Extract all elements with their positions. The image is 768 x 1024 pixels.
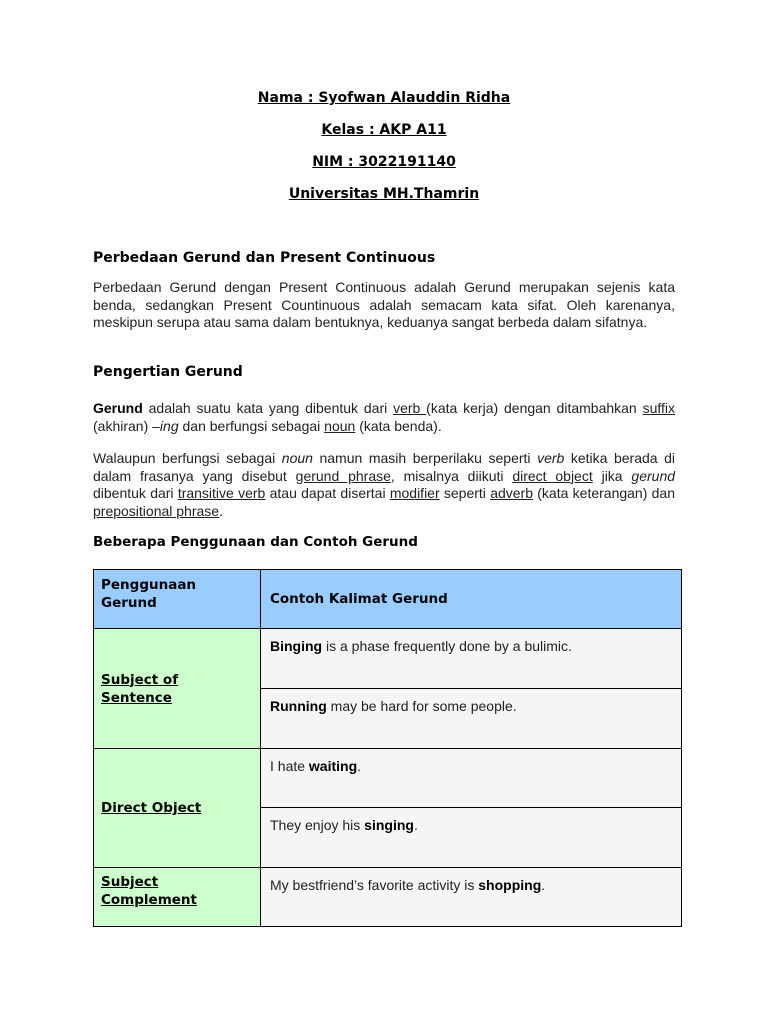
student-nim: NIM : 3022191140 [312,154,456,170]
example-cell: I hate waiting. [261,749,682,808]
link-transitive-verb[interactable]: transitive verb [177,485,266,501]
use-cell [94,868,261,927]
link-direct-object[interactable]: direct object [512,467,593,484]
student-name: Nama : Syofwan Alauddin Ridha [257,90,511,106]
section-title-penggunaan: Beberapa Penggunaan dan Contoh Gerund [93,534,418,550]
example-cell: They enjoy his singing. [261,808,682,868]
paragraph-gerund-behavior: Walaupun berfungsi sebagai noun namun masih berperilaku seperti verb ketika berada di dalam frasanya yang disebut gerund phrase, misalnya diikuti direct object jika gerund dibentuk dari transitive verb atau dapat disertai modifier seperti adverb (kata keterangan) dan prepositional phrase. [93,450,676,519]
link-adverb[interactable]: adverb [490,485,533,501]
gerund-usage-table [93,569,682,927]
university-name: Universitas MH.Thamrin [288,186,480,202]
table-row [94,629,682,689]
use-cell [94,749,261,868]
use-label: Subject Complement [101,874,197,908]
link-suffix[interactable]: suffix [642,400,675,416]
link-gerund-phrase[interactable]: gerund phrase [295,467,391,484]
example-cell: Running may be hard for some people. [261,689,682,749]
table-header-row [94,570,682,629]
use-cell [94,629,261,749]
example-cell: Binging is a phase frequently done by a bulimic. [261,629,682,689]
paragraph-gerund-definition: Gerund adalah suatu kata yang dibentuk dari verb (kata kerja) dengan ditambahkan suffix (akhiran) –ing dan berfungsi sebagai noun (kata benda). [93,400,675,434]
link-verb[interactable]: verb [393,400,427,416]
table-row [94,749,682,808]
section-body-perbedaan: Perbedaan Gerund dengan Present Continuous adalah Gerund merupakan sejenis kata benda, sedangkan Present Countinuous adalah semacam kata sifat. Oleh karenanya, meskipun serupa atau sama dalam bentuknya, keduanya sangat berbeda dalam sifatnya. [93,279,675,330]
header-penggunaan: Penggunaan Gerund [94,570,261,629]
term-gerund: Gerund [93,400,143,416]
example-cell: My bestfriend’s favorite activity is shopping. [261,868,682,927]
header-contoh: Contoh Kalimat Gerund [261,570,682,629]
section-title-perbedaan: Perbedaan Gerund dan Present Continuous [93,250,436,266]
link-noun[interactable]: noun [324,417,356,434]
section-title-pengertian: Pengertian Gerund [93,364,243,380]
use-label: Subject of Sentence [101,671,179,706]
table-row [94,868,682,927]
link-modifier[interactable]: modifier [389,485,440,501]
student-class: Kelas : AKP A11 [321,122,447,138]
link-prepositional-phrase[interactable]: prepositional phrase [93,502,220,519]
use-label: Direct Object [101,800,202,816]
